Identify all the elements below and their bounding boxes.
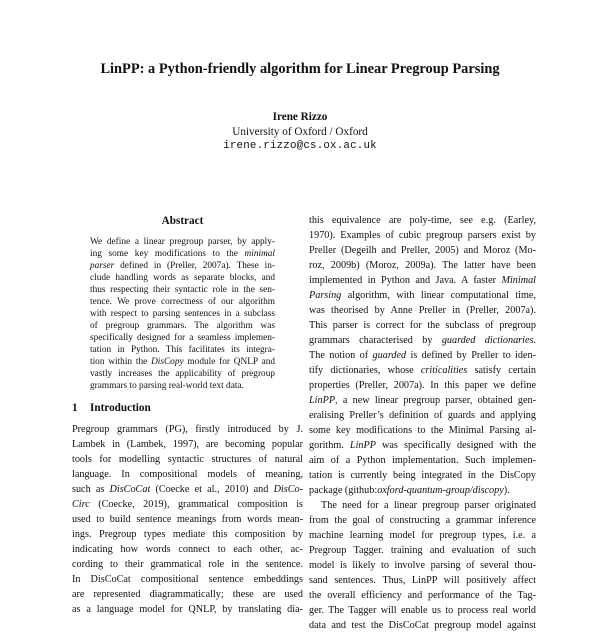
abstract-line: parser defined in (Preller, 2007a). These in-	[90, 261, 275, 271]
paragraph-line: package (github:oxford-quantum-group/discopy).	[309, 485, 510, 496]
intro-line: cording to their grammatical role in the sentence.	[72, 559, 303, 570]
right-column-body	[309, 213, 536, 633]
paragraph-line: Pregroup Tagger. training and evaluation of such	[309, 545, 536, 556]
italic-term: parser	[90, 261, 115, 271]
author-affiliation: University of Oxford / Oxford	[232, 125, 368, 138]
paragraph-line: gorithm. LinPP was specifically designed with the	[309, 440, 536, 451]
intro-line: language. In compositional models of meaning,	[72, 469, 303, 480]
abstract-line: of pregroup grammars. The algorithm was	[90, 321, 275, 331]
abstract-line: clude handling words as separate blocks, and	[90, 273, 275, 283]
paragraph-line: properties (Preller, 2007a). In this paper we define	[309, 380, 536, 391]
paragraph-line: roz, 2009b) (Moroz, 2009a). The latter have been	[309, 260, 536, 271]
section-heading-introduction	[72, 401, 151, 415]
paragraph-line: was theorised by Anne Preller in (Preller, 2007a).	[309, 305, 536, 316]
intro-line: Circ (Coecke, 2019), grammatical composition is	[72, 499, 303, 510]
abstract-line: We define a linear pregroup parser, by apply-	[90, 237, 275, 247]
intro-line: used to build sentence meanings from words mean-	[72, 514, 303, 525]
italic-term: criticalities	[420, 365, 468, 376]
abstract-line: tion within the DisCopy module for QNLP and	[90, 357, 275, 367]
italic-term: LinPP	[349, 440, 376, 451]
abstract-heading: Abstract	[161, 215, 204, 227]
intro-line: Lambek in (Lambek, 1997), are becoming popular	[72, 439, 303, 450]
paragraph-line: LinPP, a new linear pregroup parser, obtained gen-	[309, 395, 536, 406]
abstract-body	[90, 236, 275, 392]
author-block	[0, 110, 600, 154]
italic-term: Minimal	[501, 275, 536, 286]
italic-term: Circ	[72, 499, 90, 510]
paragraph-line: data and test the DisCoCat pregroup model against	[309, 620, 536, 631]
italic-term: DisCo-	[273, 484, 303, 495]
paragraph-line: ger. The Tagger will enable us to process real world	[309, 605, 536, 616]
paragraph-line: This parser is correct for the subclass of pregroup	[309, 320, 536, 331]
paragraph-line: Preller (Degeilh and Preller, 2005) and Moroz (Mo-	[309, 245, 536, 256]
italic-term: DisCoCat	[109, 484, 151, 495]
paragraph-line: this equivalence are poly-time, see e.g. (Earley,	[309, 215, 536, 226]
paragraph-line: aim of a Python implementation. Such implemen-	[309, 455, 536, 466]
paragraph-line: tation is currently being integrated in the DisCopy	[309, 470, 536, 481]
paragraph-line: tify dictionaries, whose criticalities satisfy certain	[309, 365, 537, 376]
italic-term: oxford-quantum-group/discopy	[377, 485, 504, 496]
abstract-line: tation in Python. This facilitates its integra-	[90, 345, 275, 355]
paragraph-line: the overall efficiency and performance of the Tag-	[309, 590, 536, 601]
intro-line: as a language model for QNLP, by translating dia-	[72, 604, 303, 615]
section-title: Introduction	[90, 402, 151, 414]
section-number: 1	[72, 402, 78, 414]
paragraph-line: 1970). Examples of cubic pregroup parsers exist by	[309, 230, 536, 241]
author-email: irene.rizzo@cs.ox.ac.uk	[223, 140, 377, 153]
abstract-line: with respect to parsing sentences in a subclass	[90, 309, 275, 319]
paragraph-line: Parsing algorithm, with linear computational time,	[309, 290, 536, 301]
intro-line: Pregroup grammars (PG), firstly introduced by J.	[72, 424, 303, 435]
italic-term: guarded dictionaries	[441, 335, 534, 346]
abstract-line: tence. We prove correctness of our algorithm	[90, 297, 275, 307]
paragraph-line: model is likely to involve parsing of several thou-	[309, 560, 536, 571]
intro-line: are represented diagrammatically; these are used	[72, 589, 303, 600]
intro-line: such as DisCoCat (Coecke et al., 2010) and DisCo-	[72, 484, 303, 495]
paragraph-line: The need for a linear pregroup parser originated	[321, 500, 536, 511]
intro-line: indicating how words connect to each other, ac-	[72, 544, 303, 555]
paragraph	[309, 498, 536, 633]
paragraph-line: some key modifications to the Minimal Parsing al-	[309, 425, 536, 436]
abstract-line: grammars to parsing real-world text data.	[90, 381, 244, 391]
italic-term: LinPP	[309, 395, 336, 406]
paragraph-line: grammars characterised by guarded dictionaries.	[309, 335, 536, 346]
abstract-line: vastly increases the applicability of pregroup	[90, 369, 275, 379]
intro-line: ings. Pregroup types mediate this composition by	[72, 529, 303, 540]
paper-title: LinPP: a Python-friendly algorithm for Linear Pregroup Parsing	[100, 61, 500, 77]
introduction-body	[72, 422, 303, 617]
italic-term: Parsing	[309, 290, 342, 301]
paragraph-line: from the goal of constructing a grammar inference	[309, 515, 536, 526]
abstract-line: thus respecting their syntactic role in the sen-	[90, 285, 275, 295]
paragraph-line: The notion of guarded is defined by Preller to iden-	[309, 350, 536, 361]
abstract-line: specifically designed for a seamless implemen-	[90, 333, 275, 343]
italic-term: guarded	[372, 350, 407, 361]
italic-term: minimal	[244, 249, 275, 259]
paragraph-line: sand sentences. Thus, LinPP will positively affect	[309, 575, 536, 586]
paragraph-line: implemented in Python and Java. A faster Minimal	[309, 275, 536, 286]
italic-term: DisCopy	[151, 357, 184, 367]
paragraph-line: eralising Preller’s definition of guards and applying	[309, 410, 536, 421]
abstract-line: ing some key modifications to the minimal	[90, 249, 275, 259]
paragraph	[309, 213, 536, 498]
intro-line: tools for modelling syntactic structures of natural	[72, 454, 303, 465]
paragraph-line: machine learning model for pregroup types, i.e. a	[309, 530, 536, 541]
intro-line: In DisCoCat compositional sentence embeddings	[72, 574, 303, 585]
author-name: Irene Rizzo	[272, 111, 328, 123]
